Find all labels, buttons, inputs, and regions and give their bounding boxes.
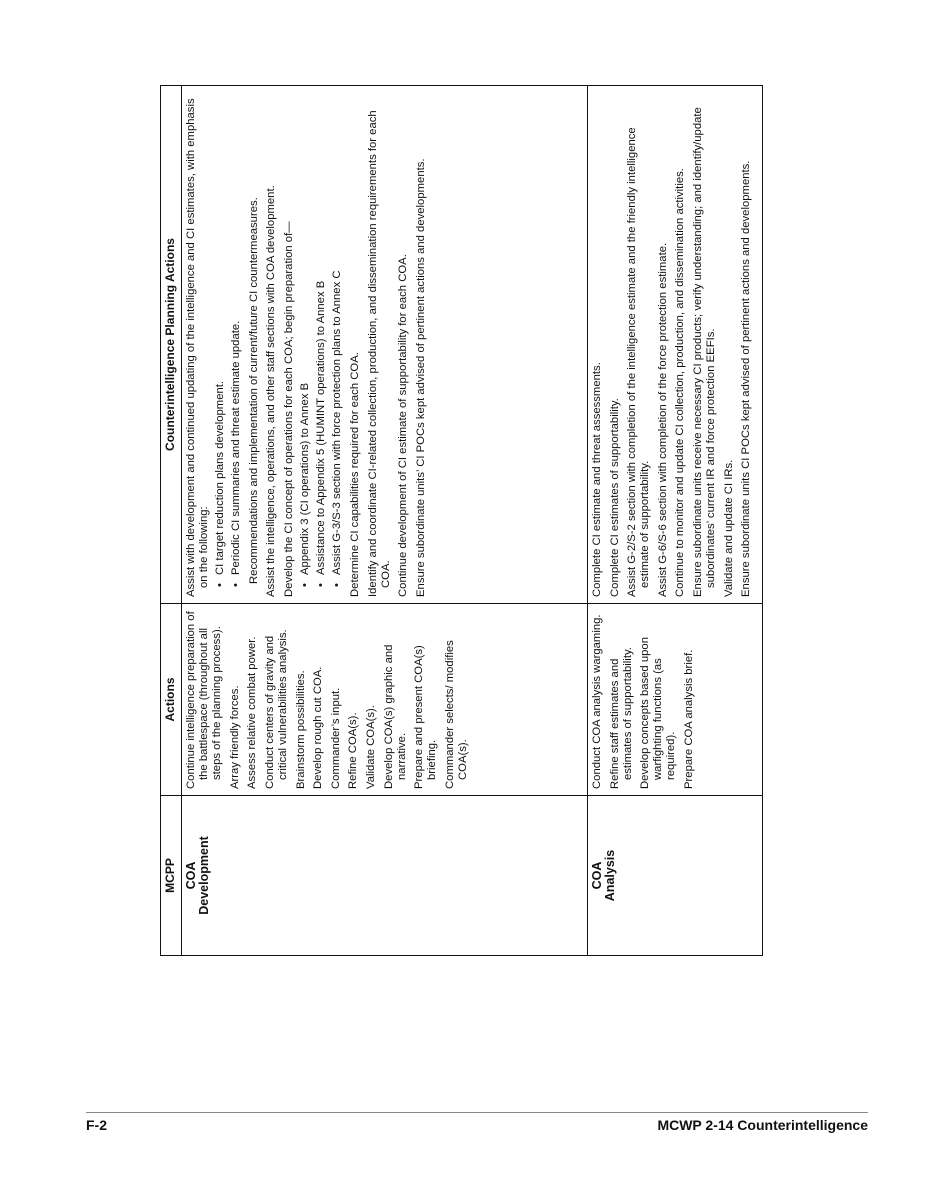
action-item: Conduct centers of gravity and critical vulnerabilities analysis. [263,629,290,789]
ci-action-item: Ensure subordinate units’ CI POCs kept advised of pertinent actions and developments. [414,158,427,597]
ci-action-item: Determine CI capabilities required for each COA. [348,352,361,597]
ci-bullet-item [315,92,328,587]
actions-cell-coa-analysis [588,604,763,796]
ci-bullet-text: Assistance to Appendix 5 (HUMINT operations) to Annex B [315,280,328,575]
action-item: Brainstorm possibilities. [294,670,307,789]
ci-action-item: Complete CI estimate and threat assessments. [591,362,603,597]
bullet-icon: • [331,583,344,587]
ci-bullet-item [299,92,312,587]
ci-action-item: Complete CI estimates of supportability. [608,398,621,597]
phase-label-line2: Analysis [603,849,618,902]
ci-action-item: Validate and update CI IRs. [722,459,735,597]
ci-action-item: Recommendations and implementation of current/future CI countermeasures. [247,197,260,584]
action-item: Commander’s input. [329,687,342,789]
ci-action-item: Assist G-6/S-6 section with completion of the force protection estimate. [656,242,669,597]
ci-bullet-text: CI target reduction plans development. [214,380,227,575]
ci-action-item: Ensure subordinate units CI POCs kept advised of pertinent actions and developments. [740,160,753,597]
action-item: Array friendly forces. [228,685,241,789]
actions-cell-coa-development [182,604,588,796]
action-item: Validate COA(s). [365,705,378,789]
ci-bullet-item [214,92,227,587]
bullet-icon: • [299,583,312,587]
rotated-table-container [160,86,763,956]
bullet-icon: • [230,583,243,587]
table-row-coa-analysis [588,86,763,956]
phase-label-line1: COA [184,861,198,890]
phase-cell-coa-analysis [588,796,763,956]
ci-action-item: Assist G-2/S-2 section with completion of the intelligence estimate and the friendly intelligence estimate of supportability. [626,127,652,597]
action-item: Develop concepts based upon warfighting functions (as required). [639,637,678,789]
phase-label-line2: Development [197,836,212,915]
action-item: Assess relative combat power. [246,636,259,789]
ci-bullet-item [331,92,344,587]
header-ci-planning-actions: Counterintelligence Planning Actions [161,86,182,604]
phase-label-line1: COA [590,861,604,890]
ci-planning-table [160,85,763,956]
ci-actions-cell-coa-analysis [588,86,763,604]
ci-bullet-text: Appendix 3 (CI operations) to Annex B [299,382,312,575]
action-item: Continue intelligence preparation of the battlespace (throughout all steps of the planning process). [185,611,224,789]
table-header-row [161,86,182,956]
footer-page-number: F-2 [86,1117,107,1133]
action-item: Refine COA(s). [347,712,360,789]
bullet-icon: • [315,583,328,587]
ci-action-item: Ensure subordinate units receive necessary CI products; verify understanding; and identify/update subordinates’ current IR and force protection EEFIs. [692,107,718,597]
ci-bullet-item [230,92,243,587]
ci-action-item: Identify and coordinate CI-related collection, production, and dissemination requirements for each COA. [366,110,392,597]
ci-bullet-text: Periodic CI summaries and threat estimate update. [230,320,243,575]
action-item: Conduct COA analysis wargaming. [591,614,603,789]
footer-divider [86,1112,868,1113]
action-item: Develop rough cut COA. [312,666,325,789]
action-item: Prepare COA analysis brief. [683,649,696,789]
bullet-icon: • [214,583,227,587]
ci-action-item: Assist the intelligence, operations, and other staff sections with COA development. [265,185,278,597]
phase-cell-coa-development [182,796,588,956]
action-item: Prepare and present COA(s) briefing. [413,645,439,789]
header-actions: Actions [161,604,182,796]
table-row-coa-development [182,86,588,956]
action-item: Commander selects/ modifies COA(s). [444,640,470,789]
action-item: Develop COA(s) graphic and narrative. [382,644,408,789]
action-item: Refine staff estimates and estimates of supportability. [608,647,634,789]
ci-action-item: Continue to monitor and update CI collection, production, and dissemination activities. [674,168,687,597]
ci-actions-cell-coa-development [182,86,588,604]
header-mcpp: MCPP [161,796,182,956]
ci-action-item: Develop the CI concept of operations for each COA; begin preparation of— [283,221,296,597]
footer-publication-title: MCWP 2-14 Counterintelligence [657,1117,868,1133]
ci-bullet-text: Assist G-3/S-3 section with force protection plans to Annex C [331,270,344,575]
ci-action-item: Assist with development and continued updating of the intelligence and CI estimates, with emphasis on the following: [185,98,211,597]
ci-action-item: Continue development of CI estimate of supportability for each COA. [397,254,410,597]
